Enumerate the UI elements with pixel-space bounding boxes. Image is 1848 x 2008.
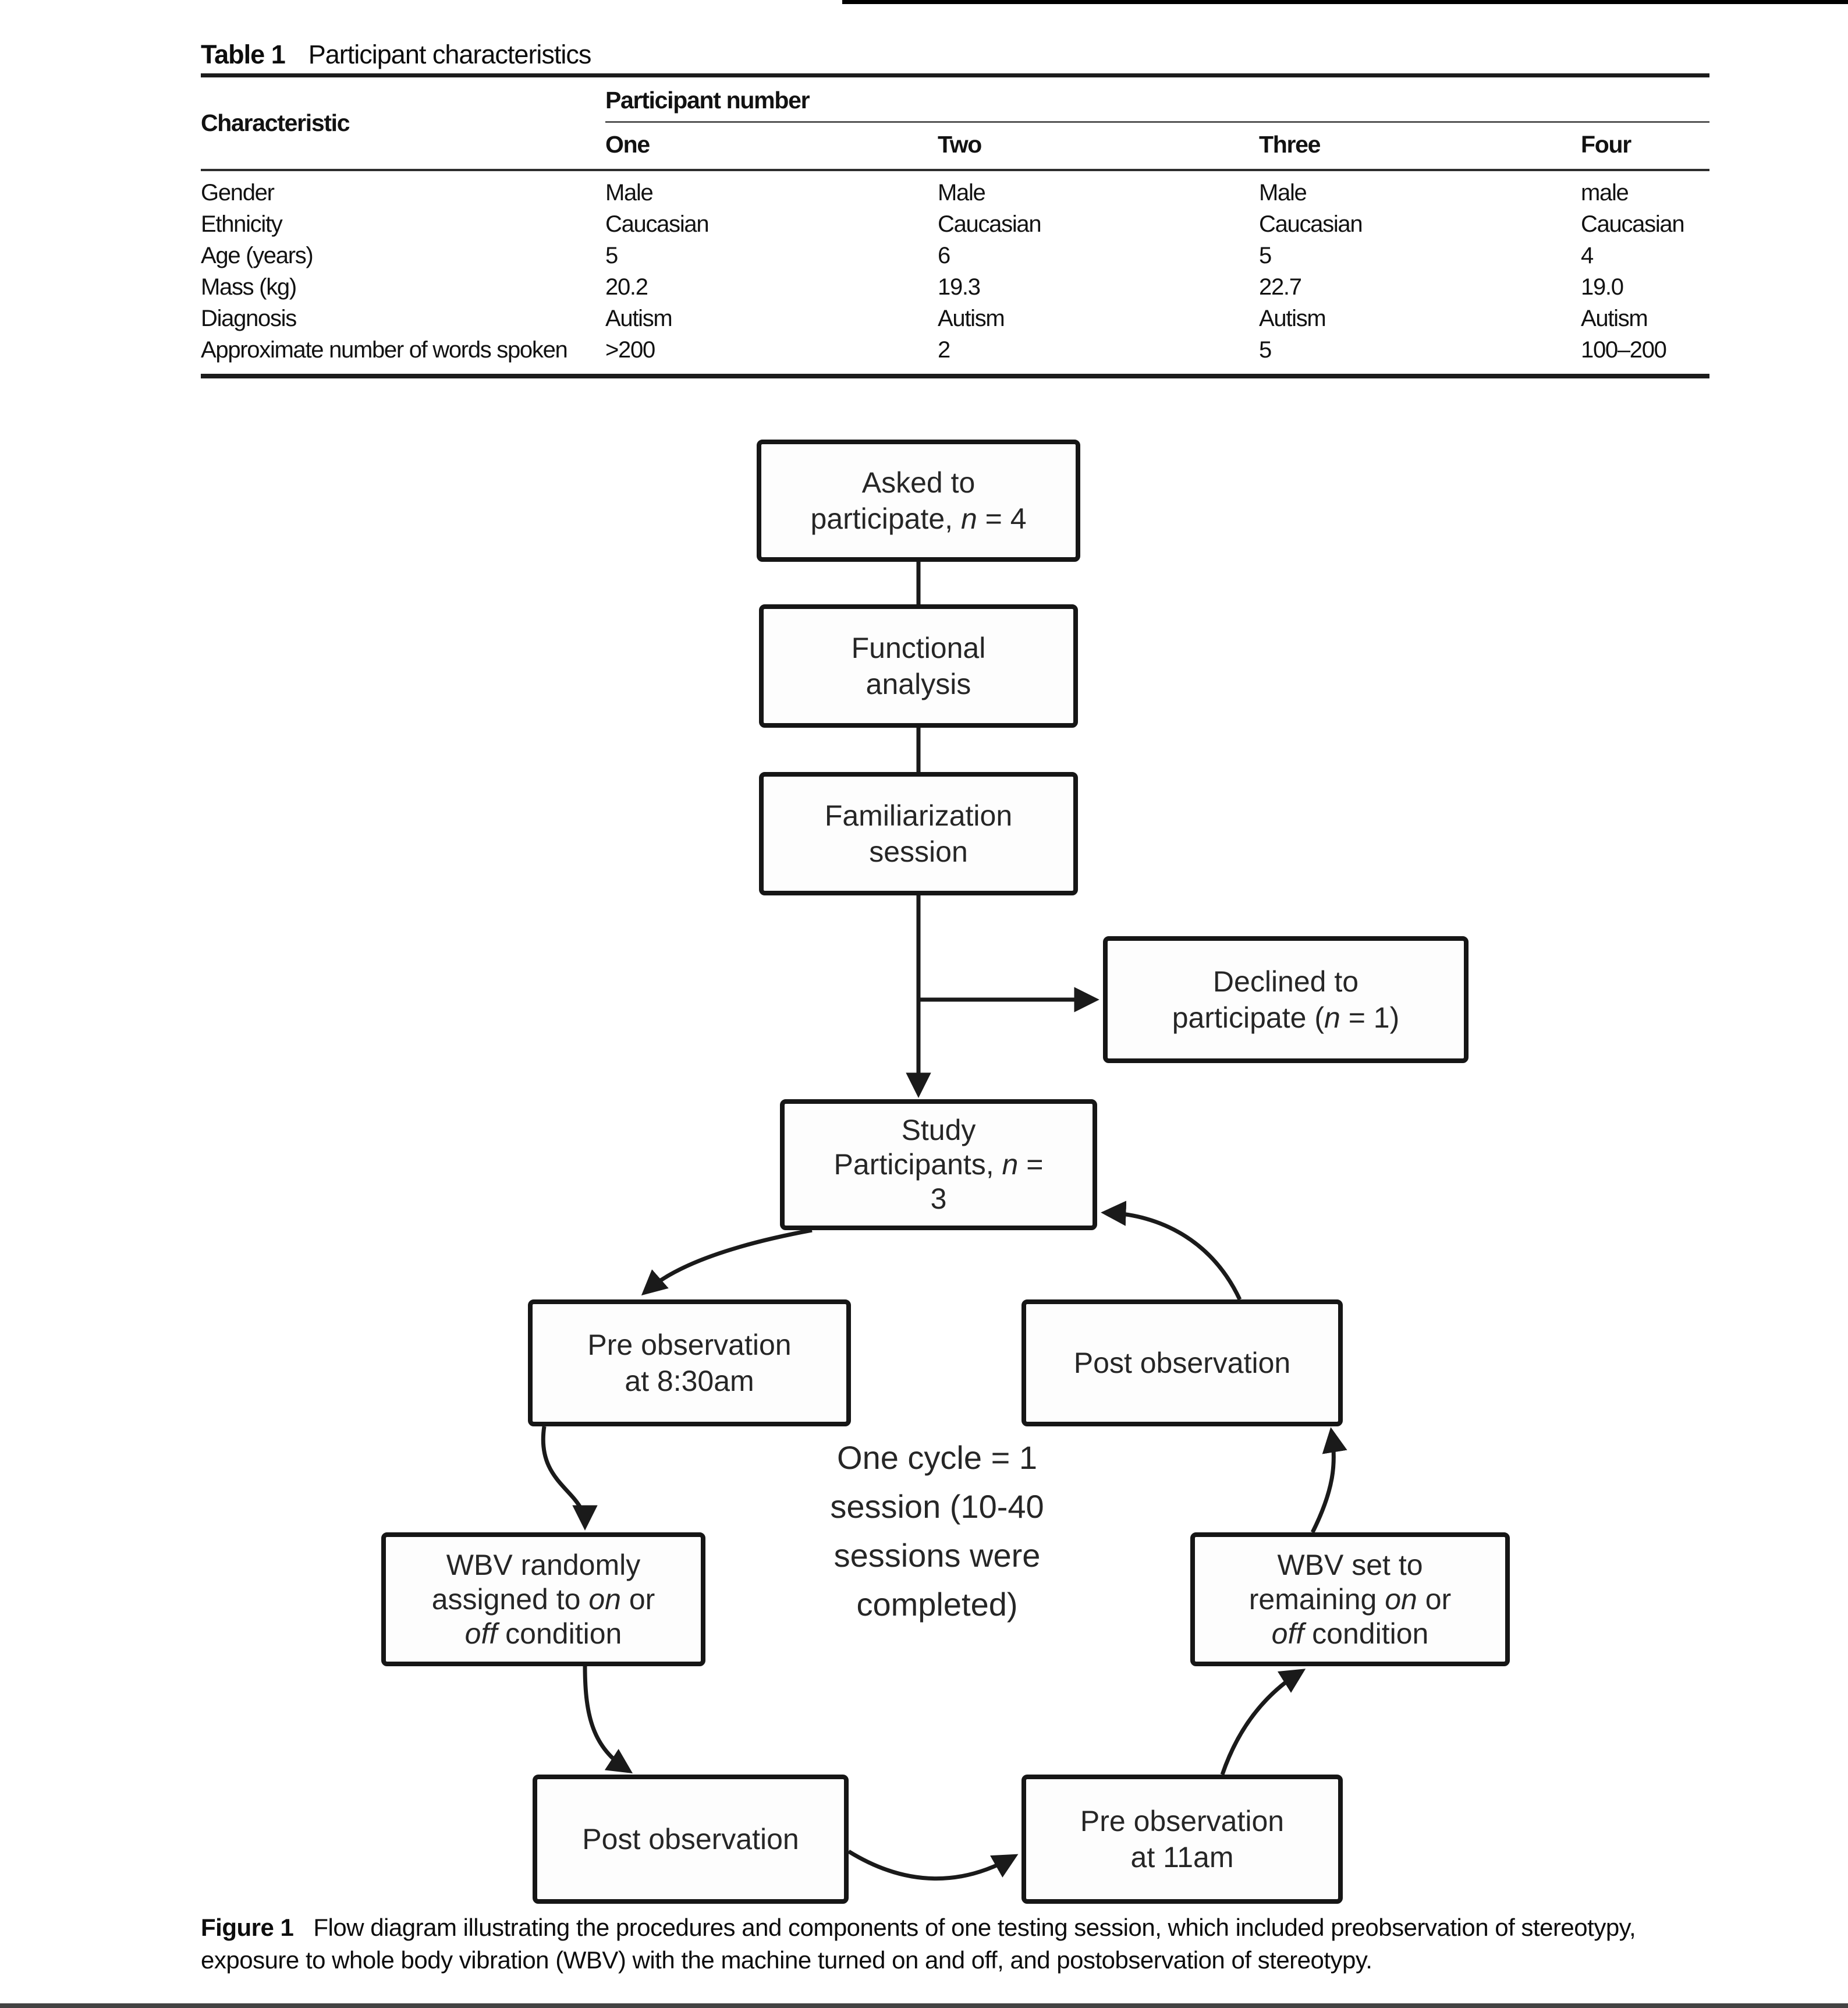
- table-cell: Autism: [605, 305, 672, 331]
- cycle-note: [809, 1433, 1065, 1629]
- flow-box-wbv-randomly-assigned: [381, 1532, 705, 1666]
- flow-box-line: [432, 1582, 655, 1617]
- text-run: WBV set to: [1277, 1548, 1423, 1581]
- text-run: Pre observation: [1080, 1805, 1285, 1837]
- flow-box-line: [465, 1617, 622, 1651]
- text-run: n: [960, 502, 977, 535]
- text-run: =: [1018, 1148, 1044, 1181]
- flow-box-familiarization-session: [759, 772, 1078, 895]
- flow-box-study-participants: [780, 1099, 1097, 1230]
- table-cell: 20.2: [605, 274, 648, 300]
- flow-box-line: [1272, 1617, 1429, 1651]
- text-run: analysis: [866, 668, 971, 700]
- text-run: on: [1385, 1582, 1417, 1616]
- table-cell: Male: [938, 179, 985, 206]
- group-header: Participant number: [605, 77, 1709, 123]
- table-cell: 5: [1259, 337, 1271, 363]
- text-run: Pre observation: [587, 1329, 792, 1361]
- table-cell: male: [1581, 179, 1629, 206]
- flow-box-line: [1213, 964, 1358, 1000]
- table-cell: Autism: [1259, 305, 1326, 331]
- text-run: at 8:30am: [625, 1365, 754, 1397]
- table-cell: 5: [605, 242, 618, 268]
- cycle-note-line: completed): [856, 1586, 1018, 1623]
- cycle-note-line: sessions were: [833, 1537, 1041, 1574]
- figure-caption-text: Flow diagram illustrating the procedures and components of one testing session, which included preobservation of stereotypy, exposure to whole body vibration (WBV) with the machine turned on and off, and postobservation of stereotypy.: [201, 1914, 1636, 1974]
- flow-box-line: [1172, 1000, 1400, 1036]
- table-cell: 6: [938, 242, 950, 268]
- figure-label: Figure 1: [201, 1914, 294, 1941]
- connector-postobservation-study-arrow: [1107, 1213, 1240, 1299]
- text-run: or: [620, 1582, 655, 1616]
- cycle-note-line: session (10-40: [830, 1488, 1044, 1525]
- flow-box-line: [825, 798, 1012, 834]
- flow-box-pre-observation-830: [528, 1299, 851, 1426]
- table-row-label: Approximate number of words spoken: [201, 337, 567, 363]
- flow-box-line: [1074, 1345, 1290, 1381]
- table-row-label: Mass (kg): [201, 274, 296, 300]
- flow-box-line: [1277, 1548, 1423, 1582]
- text-run: Post observation: [582, 1823, 799, 1855]
- table-cell: 19.0: [1581, 274, 1623, 300]
- text-run: at 11am: [1130, 1841, 1234, 1874]
- text-run: Participants,: [833, 1148, 1002, 1181]
- col-header-three: Three: [1259, 131, 1321, 158]
- connector-wbvset-postobservation-arrow: [1313, 1433, 1333, 1532]
- text-run: off: [464, 1617, 498, 1650]
- text-run: on: [588, 1582, 621, 1616]
- text-run: Post observation: [1073, 1347, 1291, 1379]
- text-run: n: [1324, 1001, 1340, 1034]
- flow-box-line: [869, 834, 968, 870]
- flow-box-wbv-set-remaining: [1190, 1532, 1510, 1666]
- text-run: participate,: [810, 502, 961, 535]
- table-label: Table 1: [201, 40, 285, 69]
- flow-box-line: [446, 1548, 640, 1582]
- flow-box-line: [834, 1148, 1044, 1182]
- table-title-text: Participant characteristics: [308, 40, 591, 69]
- flow-box-line: [582, 1821, 799, 1857]
- col-header-two: Two: [938, 131, 982, 158]
- table-cell: Autism: [938, 305, 1005, 331]
- flow-box-post-observation-right: [1021, 1299, 1343, 1426]
- table-row-label: Gender: [201, 179, 274, 206]
- flow-box-asked-to-participate: [757, 440, 1080, 562]
- connector-preobservation-wbvrandom-arrow: [543, 1426, 585, 1524]
- flow-box-line: [1249, 1582, 1451, 1617]
- flow-box-line: [810, 501, 1026, 537]
- text-run: remaining: [1248, 1582, 1385, 1616]
- text-run: condition: [497, 1617, 622, 1650]
- table-cell: 100–200: [1581, 337, 1666, 363]
- flow-box-line: [625, 1363, 754, 1399]
- flow-box-post-observation-bottom: [533, 1775, 849, 1904]
- col-header-one: One: [605, 131, 650, 158]
- table-cell: Male: [605, 179, 653, 206]
- text-run: assigned to: [431, 1582, 589, 1616]
- flow-box-pre-observation-11am: [1021, 1775, 1343, 1904]
- table-cell: Caucasian: [938, 211, 1041, 237]
- table-cell: Male: [1259, 179, 1307, 206]
- text-run: WBV randomly: [446, 1548, 641, 1581]
- text-run: Familiarization: [824, 799, 1013, 832]
- table-row-label: Ethnicity: [201, 211, 282, 237]
- text-run: session: [869, 835, 968, 868]
- text-run: condition: [1304, 1617, 1429, 1650]
- flow-box-line: [1131, 1839, 1234, 1875]
- flow-box-line: [1080, 1803, 1284, 1839]
- table-cell: >200: [605, 337, 655, 363]
- table-row-label: Age (years): [201, 242, 313, 268]
- text-run: Study: [901, 1114, 976, 1146]
- table-cell: 19.3: [938, 274, 980, 300]
- table-cell: Caucasian: [1259, 211, 1363, 237]
- text-run: = 1): [1340, 1001, 1400, 1034]
- table-cell: 22.7: [1259, 274, 1301, 300]
- cycle-note-line: One cycle = 1: [837, 1439, 1037, 1476]
- table-cell: 5: [1259, 242, 1271, 268]
- text-run: or: [1417, 1582, 1452, 1616]
- flow-box-line: [866, 666, 971, 702]
- row-header-label: Characteristic: [201, 109, 350, 136]
- text-run: 3: [930, 1182, 947, 1215]
- connector-postobservation-preobservation11-arrow: [849, 1851, 1013, 1879]
- flow-box-line: [902, 1113, 976, 1148]
- flow-box-line: [862, 465, 976, 501]
- flow-box-declined-to-participate: [1103, 936, 1469, 1063]
- flow-box-line: [587, 1327, 791, 1363]
- text-run: Asked to: [861, 466, 976, 499]
- flow-box-functional-analysis: [759, 604, 1078, 728]
- text-run: Declined to: [1212, 965, 1359, 998]
- text-run: n: [1002, 1148, 1019, 1181]
- connector-study-preobservation-arrow: [646, 1230, 812, 1291]
- table-cell: Autism: [1581, 305, 1648, 331]
- flow-box-line: [931, 1182, 947, 1216]
- text-run: off: [1271, 1617, 1304, 1650]
- table-cell: 2: [938, 337, 950, 363]
- connector-wbvrandom-postobservation-arrow: [585, 1666, 627, 1770]
- text-run: Functional: [851, 632, 986, 664]
- text-run: = 4: [977, 502, 1027, 535]
- flow-box-line: [852, 630, 986, 666]
- table-cell: Caucasian: [605, 211, 709, 237]
- table-cell: Caucasian: [1581, 211, 1684, 237]
- table-row-label: Diagnosis: [201, 305, 296, 331]
- table-cell: 4: [1581, 242, 1593, 268]
- connector-preobservation11-wbvset-arrow: [1222, 1672, 1300, 1775]
- col-header-four: Four: [1581, 131, 1631, 158]
- text-run: participate (: [1172, 1001, 1324, 1034]
